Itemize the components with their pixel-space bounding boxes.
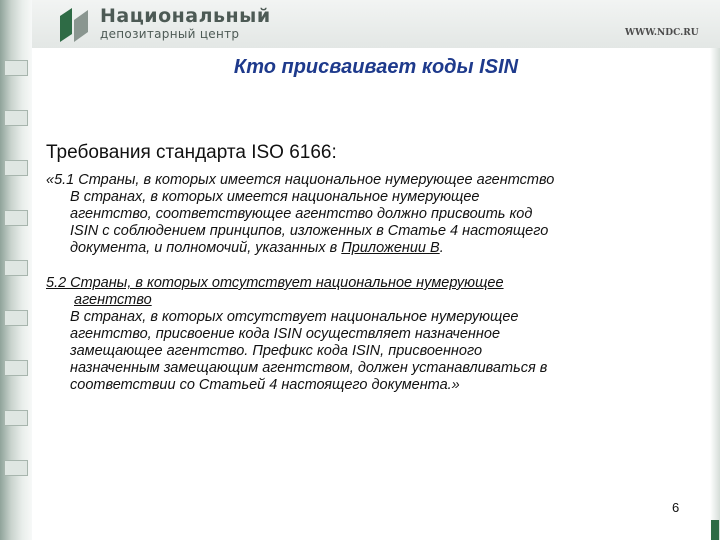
- building-window: [4, 110, 28, 126]
- section2-line: назначенным замещающим агентством, должен устанавливаться в: [70, 360, 548, 376]
- right-decorative-strip: [710, 48, 720, 540]
- building-window: [4, 260, 28, 276]
- section1-line: В странах, в которых имеется национальное нумерующее: [70, 189, 480, 205]
- site-url: WWW.NDC.RU: [625, 28, 699, 38]
- building-window: [4, 210, 28, 226]
- section2-line: агентство, присвоение кода ISIN осуществляет назначенное: [70, 326, 501, 342]
- slide-title: Кто присваивает коды ISIN: [233, 56, 519, 78]
- slide-number: 6: [672, 500, 680, 515]
- logo-line1: Национальный: [100, 5, 271, 27]
- building-window: [4, 160, 28, 176]
- building-window: [4, 360, 28, 376]
- ndc-logo-icon: [58, 6, 92, 44]
- building-window: [4, 410, 28, 426]
- section1-line: ISIN с соблюдением принципов, изложенных в Статье 4 настоящего: [70, 223, 549, 239]
- building-window: [4, 310, 28, 326]
- right-green-tab: [711, 520, 719, 540]
- appendix-b-link[interactable]: Приложении В: [341, 240, 440, 256]
- building-window: [4, 60, 28, 76]
- left-decorative-strip: [0, 0, 32, 540]
- slide-content: [46, 142, 686, 394]
- section1-last-line: [46, 240, 686, 257]
- building-window: [4, 460, 28, 476]
- section1-heading: «5.1 Страны, в которых имеется национальное нумерующее агентство: [46, 172, 555, 188]
- section1-last-suffix: .: [439, 240, 444, 256]
- section2-heading-cont: агентство: [74, 292, 152, 308]
- section2-line: В странах, в которых отсутствует национальное нумерующее: [70, 309, 519, 325]
- logo-line2: депозитарный центр: [100, 27, 240, 41]
- section2-line: замещающее агентство. Префикс кода ISIN, присвоенного: [70, 343, 483, 359]
- standard-heading: Требования стандарта ISO 6166:: [46, 142, 337, 163]
- section1-last-prefix: документа, и полномочий, указанных в: [70, 240, 342, 256]
- logo-text: [100, 5, 271, 41]
- section2-heading: 5.2 Страны, в которых отсутствует национальное нумерующее: [46, 275, 504, 291]
- section1-line: агентство, соответствующее агентство должно присвоить код: [70, 206, 533, 222]
- section2-line: соответствии со Статьей 4 настоящего документа.»: [70, 377, 460, 393]
